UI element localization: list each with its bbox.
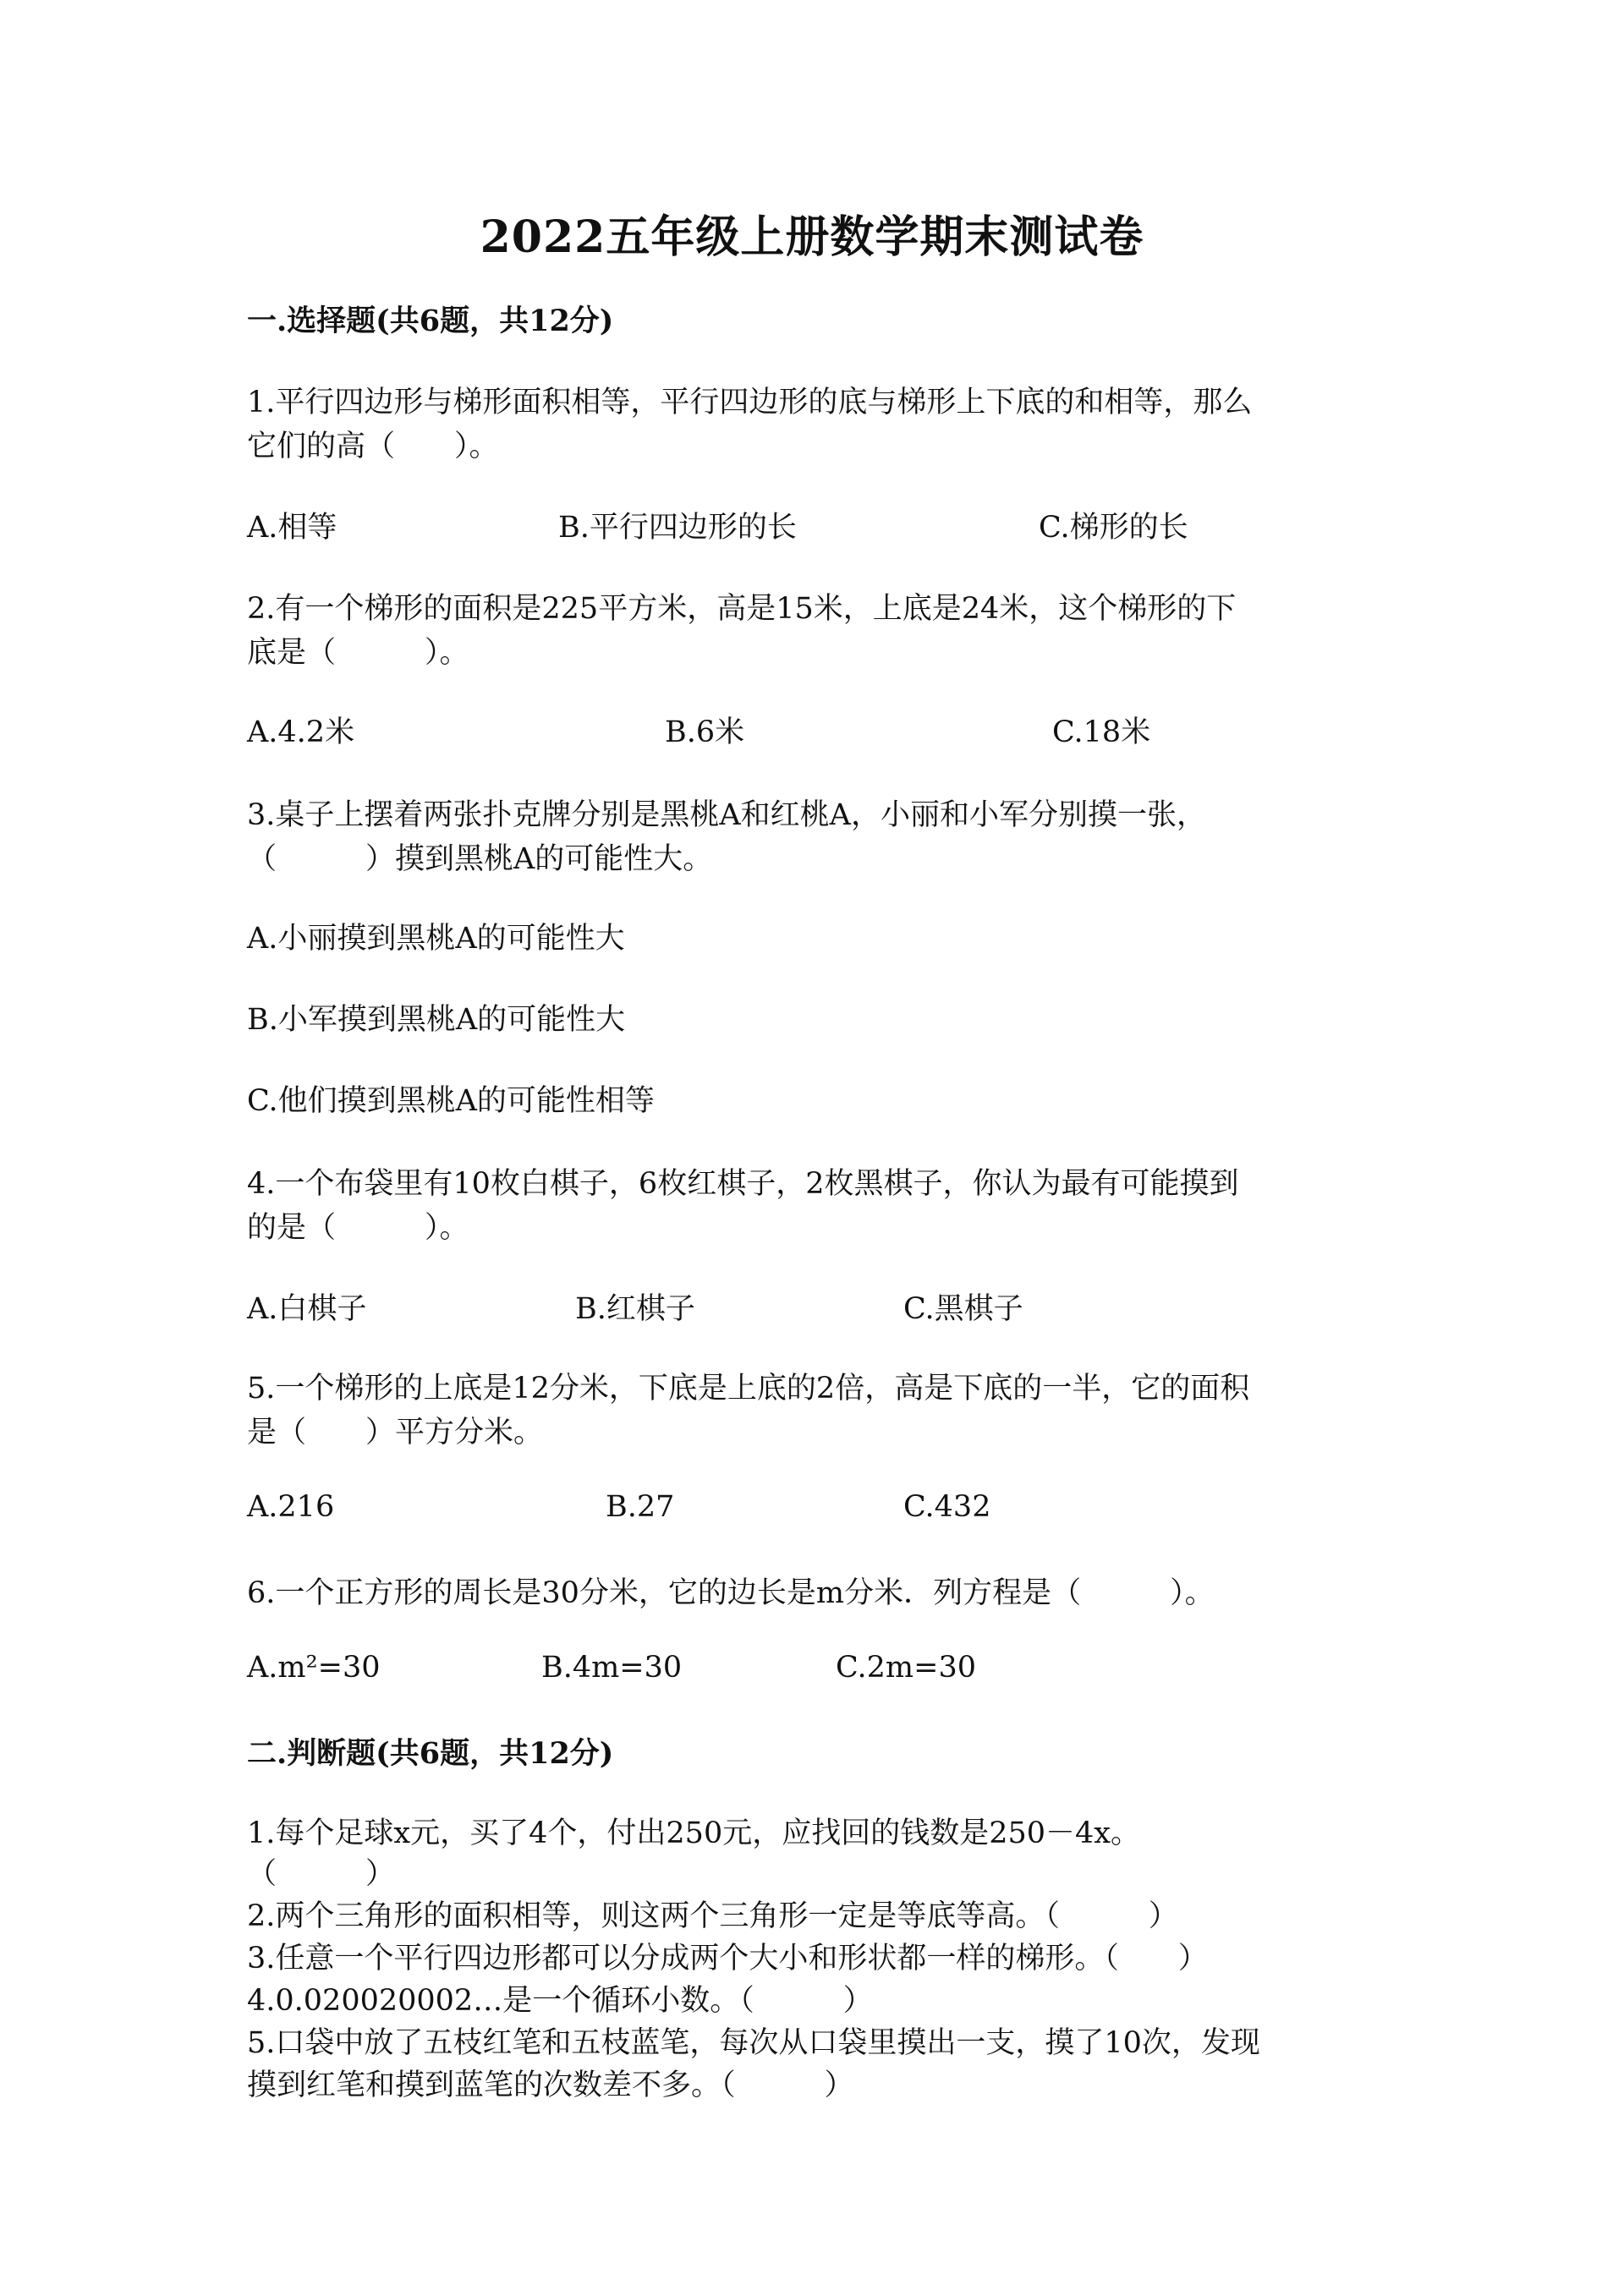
- question-2-option-b: B.6米: [665, 715, 745, 749]
- question-4-line-2: 的是（ ）。: [247, 1211, 469, 1245]
- question-5-option-b: B.27: [606, 1490, 675, 1524]
- question-1-option-b: B.平行四边形的长: [558, 511, 797, 545]
- question-4-line-1: 4.一个布袋里有10枚白棋子，6枚红棋子，2枚黑棋子，你认为最有可能摸到: [247, 1167, 1239, 1201]
- question-2-option-a: A.4.2米: [247, 715, 355, 749]
- question-4-option-a: A.白棋子: [247, 1292, 367, 1326]
- question-3-line-2: （ ）摸到黑桃A的可能性大。: [247, 842, 713, 876]
- question-4-option-b: B.红棋子: [575, 1292, 695, 1326]
- question-5-line-1: 5.一个梯形的上底是12分米，下底是上底的2倍，高是下底的一半，它的面积: [247, 1372, 1250, 1406]
- question-6-option-b: B.4m=30: [541, 1651, 683, 1685]
- question-3-option-c: C.他们摸到黑桃A的可能性相等: [247, 1084, 655, 1118]
- judgement-4: 4.0.020020002…是一个循环小数。（ ）: [247, 1984, 873, 2018]
- judgement-3: 3.任意一个平行四边形都可以分成两个大小和形状都一样的梯形。（ ）: [247, 1942, 1208, 1975]
- question-3-option-b: B.小军摸到黑桃A的可能性大: [247, 1003, 626, 1037]
- judgement-5-line-1: 5.口袋中放了五枝红笔和五枝蓝笔，每次从口袋里摸出一支，摸了10次，发现: [247, 2026, 1260, 2060]
- section-heading-judgement: 二.判断题(共6题，共12分): [247, 1736, 614, 1771]
- question-3-line-1: 3.桌子上摆着两张扑克牌分别是黑桃A和红桃A，小丽和小军分别摸一张，: [247, 798, 1206, 832]
- question-5-option-a: A.216: [247, 1490, 335, 1524]
- question-3-option-a: A.小丽摸到黑桃A的可能性大: [247, 922, 625, 956]
- question-1-option-a: A.相等: [247, 511, 337, 545]
- question-1-line-2: 它们的高（ ）。: [247, 430, 499, 463]
- question-6-line-1: 6.一个正方形的周长是30分米，它的边长是m分米．列方程是（ ）。: [247, 1576, 1215, 1610]
- question-5-option-c: C.432: [903, 1490, 991, 1524]
- judgement-1-line-2: （ ）: [247, 1857, 396, 1891]
- question-6-option-c: C.2m=30: [836, 1651, 976, 1685]
- question-6-option-a: A.m²=30: [247, 1651, 381, 1685]
- judgement-5-line-2: 摸到红笔和摸到蓝笔的次数差不多。（ ）: [247, 2069, 854, 2102]
- judgement-2: 2.两个三角形的面积相等，则这两个三角形一定是等底等高。（ ）: [247, 1899, 1178, 1933]
- judgement-1-line-1: 1.每个足球x元，买了4个，付出250元，应找回的钱数是250－4x。: [247, 1817, 1141, 1850]
- page-title: 2022五年级上册数学期末测试卷: [480, 211, 1144, 263]
- question-4-option-c: C.黑棋子: [903, 1292, 1023, 1326]
- question-2-line-1: 2.有一个梯形的面积是225平方米，高是15米，上底是24米，这个梯形的下: [247, 592, 1237, 626]
- question-5-line-2: 是（ ）平方分米。: [247, 1416, 544, 1449]
- section-heading-choice: 一.选择题(共6题，共12分): [247, 304, 614, 338]
- question-2-option-c: C.18米: [1052, 715, 1151, 749]
- question-2-line-2: 底是（ ）。: [247, 636, 469, 670]
- question-1-option-c: C.梯形的长: [1039, 511, 1188, 545]
- question-1-line-1: 1.平行四边形与梯形面积相等，平行四边形的底与梯形上下底的和相等，那么: [247, 386, 1253, 419]
